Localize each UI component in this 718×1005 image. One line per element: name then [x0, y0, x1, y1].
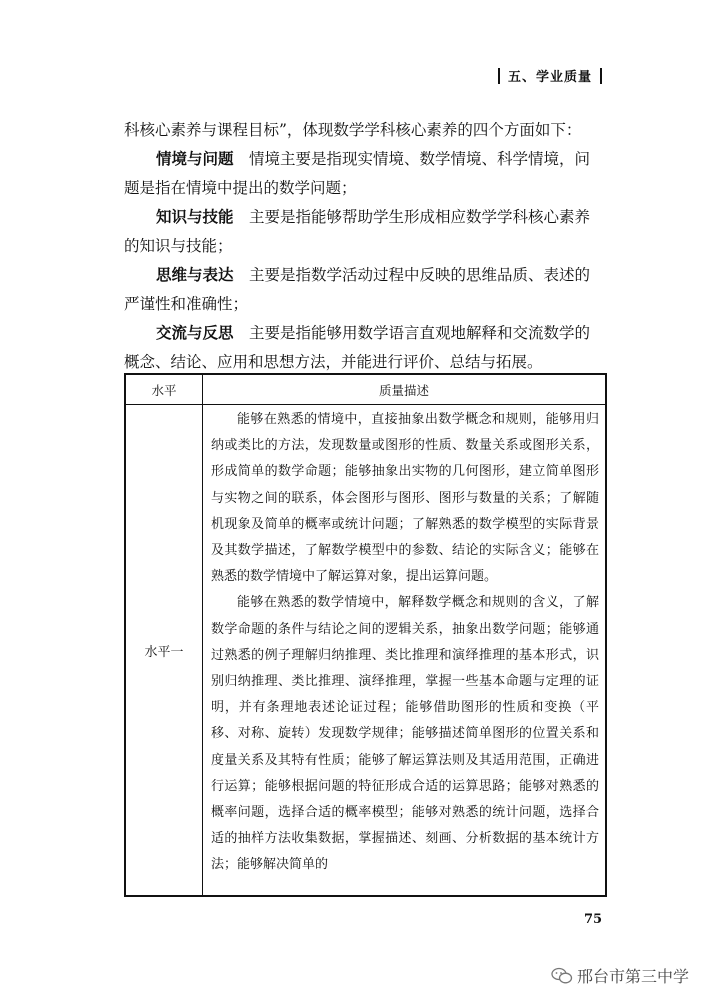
level-cell: 水平一 [125, 405, 203, 897]
aspect-term: 情境与问题 [156, 150, 234, 168]
watermark [551, 964, 689, 989]
aspect-term: 知识与技能 [156, 208, 234, 226]
aspect-paragraph-3 [124, 261, 604, 319]
page-number: 75 [584, 912, 603, 927]
description-column-header: 质量描述 [203, 374, 607, 405]
aspect-text: 主要是指能够帮助学生形成相应数学学科核心素养的知识与技能； [124, 208, 591, 255]
aspect-paragraph-1 [124, 145, 604, 203]
aspect-term: 交流与反思 [156, 324, 234, 342]
header-section-title: 五、学业质量 [507, 70, 592, 85]
intro-paragraph: 科核心素养与课程目标”，体现数学学科核心素养的四个方面如下： [124, 121, 582, 139]
aspect-text: 情境主要是指现实情境、数学情境、科学情境，问题是指在情境中提出的数学问题； [124, 150, 591, 197]
chat-bubble-icon [551, 967, 573, 989]
quality-table [124, 373, 607, 897]
header-bar-right [600, 68, 602, 84]
header-bar-left [498, 68, 500, 84]
description-paragraph: 能够在熟悉的情境中，直接抽象出数学概念和规则，能够用归纳或类比的方法，发现数量或图形的性质、数量关系或图形关系，形成简单的数学命题；能够抽象出实物的几何图形，建立简单图形与实物之间的联系，体会图形与图形、图形与数量的关系；了解随机现象及简单的概率或统计问题；了解熟悉的数学模型的实际背景及其数学描述，了解数学模型中的参数、结论的实际含义；能够在熟悉的数学情境中了解运算对象，提出运算问题。 [211, 412, 599, 585]
aspect-term: 思维与表达 [156, 266, 234, 284]
aspect-paragraph-2 [124, 203, 604, 261]
table-header-row [125, 374, 606, 405]
running-header [490, 66, 610, 85]
aspect-text: 主要是指数学活动过程中反映的思维品质、表述的严谨性和准确性； [124, 266, 591, 313]
description-cell [203, 405, 607, 897]
table-row [125, 405, 606, 897]
aspect-paragraph-4 [124, 319, 604, 377]
level-column-header: 水平 [125, 374, 203, 405]
aspect-text: 主要是指能够用数学语言直观地解释和交流数学的概念、结论、应用和思想方法，并能进行评价、总结与拓展。 [124, 324, 591, 371]
watermark-text: 邢台市第三中学 [577, 967, 690, 986]
description-paragraph: 能够在熟悉的数学情境中，解释数学概念和规则的含义，了解数学命题的条件与结论之间的逻辑关系，抽象出数学问题；能够通过熟悉的例子理解归纳推理、类比推理和演绎推理的基本形式，识别归纳推理、类比推理、演绎推理，掌握一些基本命题与定理的证明，并有条理地表述论证过程；能够借助图形的性质和变换（平移、对称、旋转）发现数学规律；能够描述简单图形的位置关系和度量关系及其特有性质；能够了解运算法则及其适用范围，正确进行运算；能够根据问题的特征形成合适的运算思路；能够对熟悉的概率问题，选择合适的概率模型；能够对熟悉的统计问题，选择合适的抽样方法收集数据，掌握描述、刻画、分析数据的基本统计方法；能够解决简单的 [211, 595, 599, 873]
